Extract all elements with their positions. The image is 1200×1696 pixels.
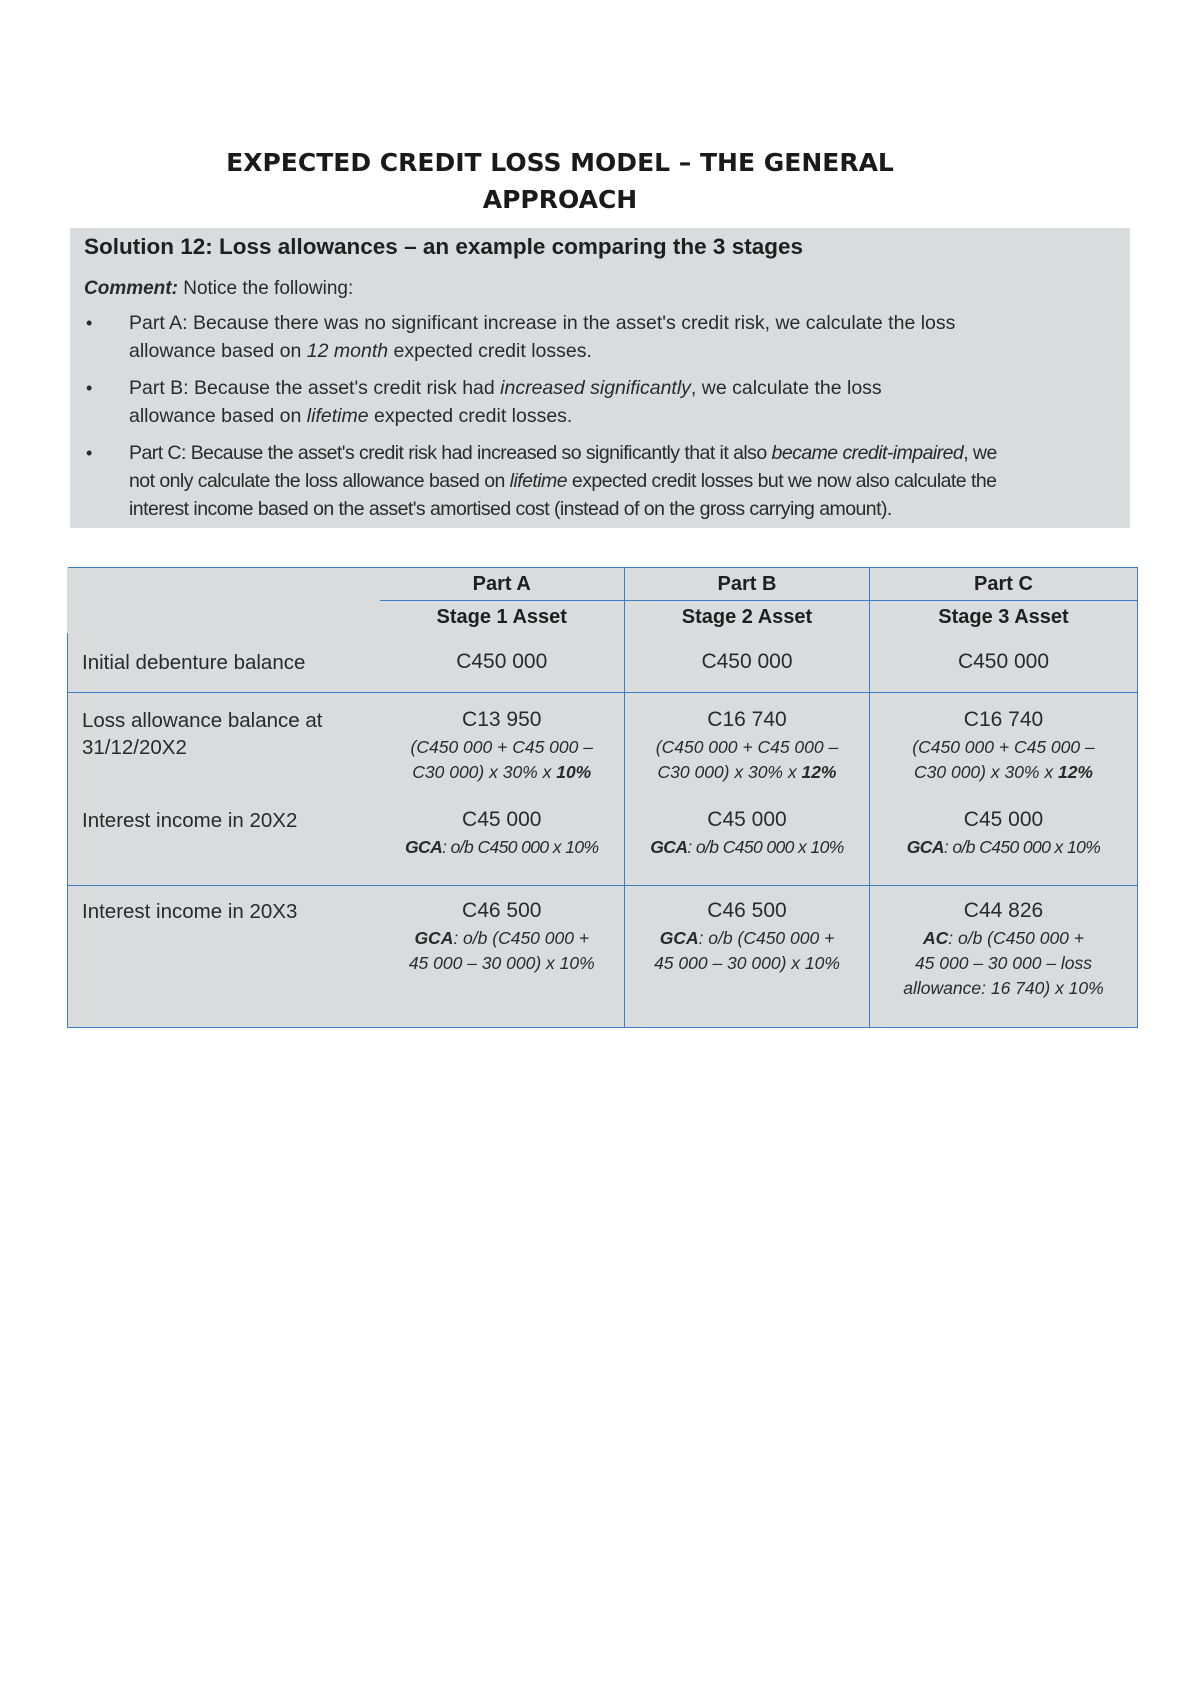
bullet-text: interest income based on the asset's amortised cost (instead of on the gross carrying amount). (129, 498, 892, 520)
bullet-emphasis: became credit-impaired (771, 442, 964, 464)
title-line-2: APPROACH (482, 185, 638, 214)
loss-allowance-table (67, 567, 1138, 1028)
cell-calculation: (C450 000 + C45 000 – (655, 736, 839, 757)
calc-basis: GCA (906, 837, 944, 857)
table-cell (870, 633, 1138, 692)
cell-calculation: 45 000 – 30 000) x 10% (408, 952, 595, 973)
cell-calculation (870, 835, 1137, 860)
cell-amount: C45 000 (963, 808, 1044, 831)
bullet-part-c (84, 439, 1130, 523)
cell-amount: C45 000 (707, 808, 787, 831)
cell-amount: C450 000 (701, 650, 793, 674)
calc-text: : o/b C450 000 x 10% (943, 837, 1101, 857)
comment-text: Notice the following: (183, 278, 354, 299)
calc-text: : o/b (C450 000 + (948, 927, 1084, 948)
calc-rate: 12% (801, 761, 837, 782)
row-label (68, 692, 380, 799)
row-label-text: Loss allowance balance at (82, 708, 323, 732)
bullet-text: expected credit losses. (388, 340, 592, 362)
bullet-text: , we calculate the loss (690, 377, 882, 399)
cell-calculation (870, 926, 1137, 951)
bullet-text: Part C: Because the asset's credit risk had increased so significantly that it also (129, 442, 772, 464)
cell-calculation (625, 926, 869, 951)
bullet-text: allowance based on (129, 405, 307, 427)
calc-text: : o/b (C450 000 + (453, 927, 590, 948)
cell-calculation: 45 000 – 30 000) x 10% (654, 952, 840, 973)
comment-line (84, 276, 1130, 302)
cell-calculation: 45 000 – 30 000 – loss (914, 952, 1093, 973)
cell-calculation: (C450 000 + C45 000 – (410, 736, 593, 757)
header-stage-1: Stage 1 Asset (380, 601, 625, 634)
calc-basis: GCA (405, 837, 443, 857)
calc-text: : o/b C450 000 x 10% (687, 837, 844, 857)
table-cell (625, 799, 870, 885)
cell-amount: C46 500 (462, 898, 542, 922)
title-line-1: EXPECTED CREDIT LOSS MODEL – THE GENERAL (226, 148, 894, 177)
calc-basis: AC (922, 927, 949, 948)
cell-calculation: allowance: 16 740) x 10% (903, 977, 1104, 998)
table-cell (870, 692, 1138, 799)
solution-box (70, 228, 1130, 528)
bullet-text: expected credit losses but we now also calculate the (567, 470, 997, 492)
table-row-interest-20x3 (68, 885, 1138, 1027)
header-stage-3: Stage 3 Asset (870, 601, 1138, 634)
bullet-emphasis: increased significantly (500, 377, 691, 399)
cell-amount: C16 740 (707, 707, 787, 731)
calc-basis: GCA (650, 837, 688, 857)
solution-heading: Solution 12: Loss allowances – an example comparing the 3 stages (84, 234, 803, 259)
bullet-icon: • (86, 378, 93, 398)
cell-calculation (380, 835, 625, 860)
calc-rate: 12% (1057, 761, 1093, 782)
calc-text: C30 000) x 30% x (657, 761, 802, 782)
table-cell (380, 692, 625, 799)
bullet-emphasis: lifetime (306, 405, 369, 427)
table-row-interest-20x2 (68, 799, 1138, 885)
table-header-stages (68, 601, 1138, 634)
bullet-text: allowance based on (129, 340, 307, 362)
comment-label: Comment: (84, 278, 178, 299)
page-title (160, 144, 960, 218)
cell-amount: C450 000 (456, 650, 548, 674)
calc-text: : o/b (C450 000 + (698, 927, 835, 948)
bullet-part-b (84, 374, 1130, 430)
bullet-emphasis: 12 month (306, 340, 389, 362)
row-label-text: Interest income in 20X2 (82, 809, 298, 832)
table-cell (625, 633, 870, 692)
cell-calculation (380, 760, 625, 785)
cell-amount: C46 500 (707, 898, 787, 922)
calc-basis: GCA (659, 927, 699, 948)
bullet-text: not only calculate the loss allowance based on (129, 470, 510, 492)
bullet-part-a (84, 309, 1130, 365)
calc-rate: 10% (556, 761, 592, 782)
cell-calculation (380, 926, 625, 951)
bullet-text: , we (963, 442, 997, 464)
cell-amount: C13 950 (462, 707, 542, 731)
cell-amount: C44 826 (963, 898, 1044, 922)
cell-amount: C16 740 (963, 707, 1044, 731)
row-label-text: 31/12/20X2 (82, 735, 187, 759)
table-cell (380, 633, 625, 692)
header-stage-2: Stage 2 Asset (625, 601, 870, 634)
cell-amount: C45 000 (462, 808, 542, 831)
bullet-emphasis: lifetime (509, 470, 568, 492)
table-cell (625, 692, 870, 799)
header-part-c: Part C (870, 568, 1138, 601)
table-row-initial-balance (68, 633, 1138, 692)
table-cell (625, 885, 870, 1027)
cell-calculation (625, 835, 869, 860)
header-part-b: Part B (625, 568, 870, 601)
calc-text: C30 000) x 30% x (914, 761, 1058, 782)
bullet-text: Part B: Because the asset's credit risk had (129, 377, 501, 399)
cell-calculation (870, 760, 1137, 785)
cell-calculation: (C450 000 + C45 000 – (912, 736, 1095, 757)
bullet-icon: • (86, 313, 93, 333)
cell-calculation (625, 760, 869, 785)
bullet-icon: • (86, 443, 92, 463)
header-empty-cell (68, 601, 380, 634)
calc-text: : o/b C450 000 x 10% (442, 837, 599, 857)
row-label (68, 885, 380, 1027)
row-label-text: Interest income in 20X3 (82, 899, 298, 923)
bullet-text: expected credit losses. (368, 405, 573, 427)
cell-amount: C450 000 (957, 650, 1050, 674)
comment-bullet-list (84, 309, 1130, 523)
calc-text: C30 000) x 30% x (412, 761, 557, 782)
row-label (68, 633, 380, 692)
header-empty-cell (68, 568, 380, 601)
table-cell (380, 885, 625, 1027)
table-row-loss-allowance (68, 692, 1138, 799)
row-label (68, 799, 380, 885)
table-cell (870, 799, 1138, 885)
table-cell (870, 885, 1138, 1027)
calc-basis: GCA (414, 927, 454, 948)
bullet-text: Part A: Because there was no significant increase in the asset's credit risk, we calculate the loss (129, 312, 956, 334)
table-cell (380, 799, 625, 885)
row-label-text: Initial debenture balance (82, 650, 306, 674)
header-part-a: Part A (380, 568, 625, 601)
table-header-parts (68, 568, 1138, 601)
